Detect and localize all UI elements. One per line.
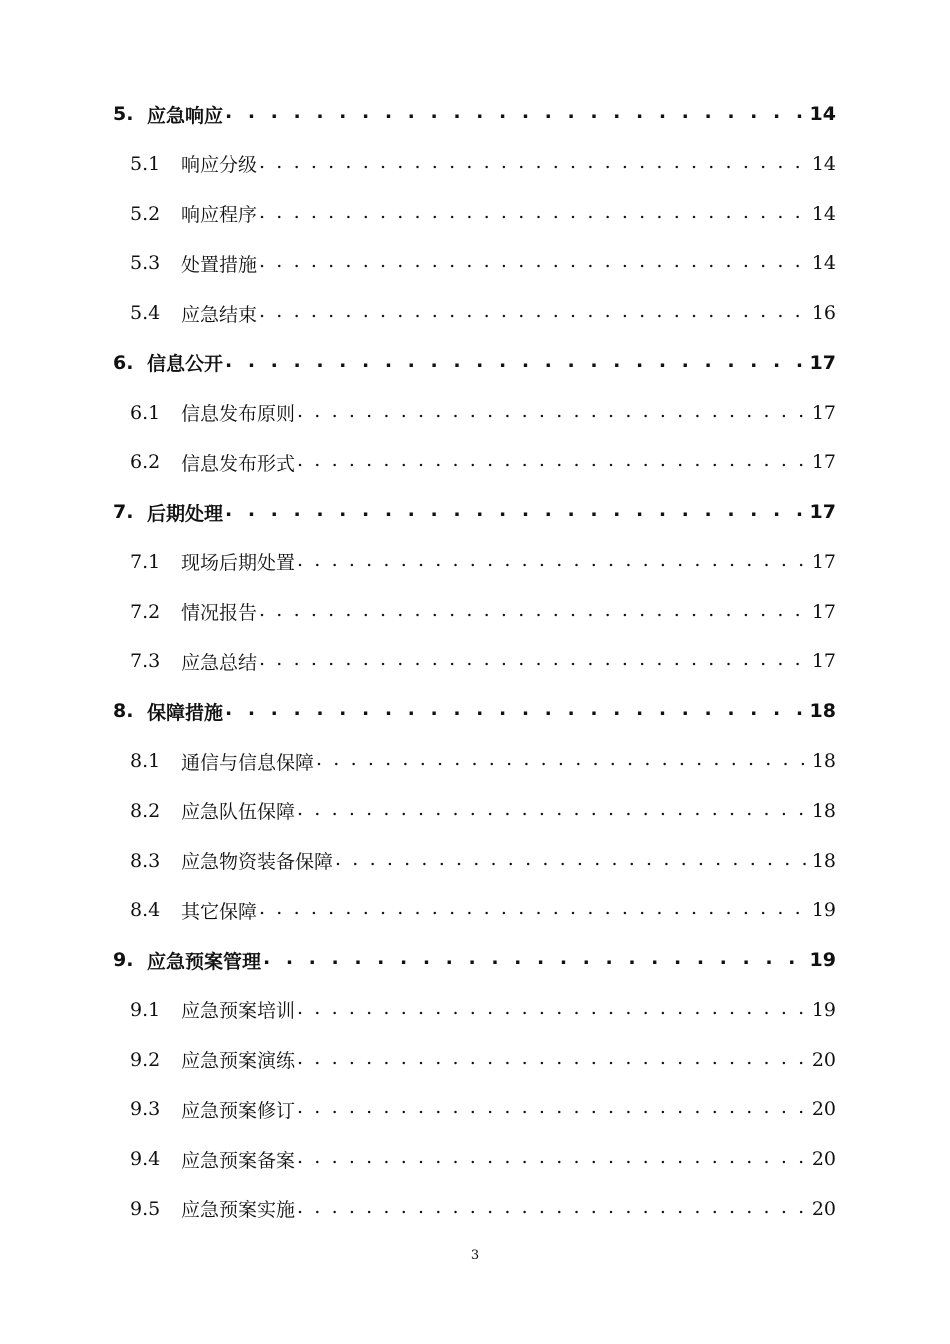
- toc-entry[interactable]: [113, 99, 836, 129]
- toc-entry-page: 14: [811, 152, 836, 175]
- toc-entry[interactable]: [130, 796, 836, 826]
- toc-entry-page: 18: [811, 750, 836, 772]
- page-number: 3: [470, 1248, 480, 1263]
- toc-entry[interactable]: [130, 1144, 836, 1174]
- toc-entry[interactable]: [113, 348, 836, 378]
- toc-entry-title: 应急预案实施: [181, 1199, 296, 1222]
- toc-entry-number: 8.3: [130, 849, 161, 872]
- dot-leader: [259, 149, 810, 179]
- dot-leader: [225, 348, 808, 378]
- toc-entry-number: 9.3: [130, 1098, 161, 1121]
- toc-entry-number: 7.3: [130, 650, 161, 673]
- toc-entry-number: 8.4: [130, 899, 161, 922]
- toc-entry-number: 9.4: [130, 1148, 161, 1171]
- toc-entry[interactable]: [130, 547, 836, 577]
- dot-leader: [297, 398, 810, 428]
- toc-entry-number: 9.: [113, 949, 134, 972]
- toc-entry[interactable]: [113, 696, 836, 726]
- dot-leader: [297, 547, 810, 577]
- toc-entry-title: 应急预案管理: [147, 950, 262, 973]
- toc-entry-number: 5.2: [130, 202, 161, 225]
- toc-entry-page: 17: [809, 501, 836, 524]
- toc-entry-page: 18: [811, 849, 836, 872]
- toc-entry-number: 9.1: [130, 998, 161, 1021]
- toc-entry-page: 19: [811, 998, 836, 1021]
- toc-entry-title: 信息公开: [147, 353, 224, 376]
- toc-entry[interactable]: [113, 945, 836, 975]
- dot-leader: [263, 945, 808, 975]
- toc-entry[interactable]: [130, 447, 836, 477]
- toc-entry-title: 应急预案备案: [181, 1149, 296, 1172]
- dot-leader: [259, 895, 810, 925]
- dot-leader: [259, 597, 810, 627]
- toc-entry-number: 5.4: [130, 302, 161, 325]
- toc-entry-title: 后期处理: [147, 502, 224, 525]
- toc-entry[interactable]: [130, 746, 836, 776]
- toc-entry-page: 20: [811, 1098, 836, 1121]
- toc-entry-title: 信息发布形式: [181, 452, 296, 475]
- toc-entry-title: 应急总结: [181, 651, 258, 674]
- toc-entry-page: 17: [809, 351, 836, 374]
- toc-entry-number: 8.1: [130, 750, 161, 772]
- toc-entry-page: 19: [809, 949, 836, 972]
- toc-entry-title: 其它保障: [181, 900, 258, 923]
- toc-entry[interactable]: [130, 995, 836, 1025]
- toc-entry-page: 17: [811, 401, 836, 424]
- toc-entry-number: 7.: [113, 501, 134, 524]
- toc-entry-title: 应急队伍保障: [181, 801, 296, 824]
- toc-entry[interactable]: [130, 248, 836, 278]
- toc-entry-title: 响应分级: [181, 154, 258, 177]
- toc-entry[interactable]: [130, 646, 836, 676]
- toc-entry-title: 应急预案修订: [181, 1099, 296, 1122]
- toc-entry-page: 17: [811, 550, 836, 573]
- toc-entry-number: 7.2: [130, 600, 161, 623]
- dot-leader: [225, 497, 808, 527]
- toc-entry[interactable]: [130, 199, 836, 229]
- toc-entry-number: 5.3: [130, 252, 161, 275]
- dot-leader: [297, 447, 810, 477]
- dot-leader: [259, 298, 810, 328]
- toc-entry[interactable]: [130, 149, 836, 179]
- dot-leader: [225, 99, 808, 129]
- toc-entry-number: 6.1: [130, 401, 161, 424]
- toc-entry[interactable]: [130, 895, 836, 925]
- toc-entry-number: 6.: [113, 351, 134, 374]
- toc-entry-number: 8.: [113, 700, 134, 723]
- toc-entry-title: 情况报告: [181, 602, 258, 625]
- toc-entry-page: 20: [811, 1048, 836, 1071]
- dot-leader: [297, 1045, 810, 1075]
- dot-leader: [297, 796, 810, 826]
- toc-entry-page: 14: [811, 252, 836, 275]
- toc-entry-page: 14: [809, 103, 836, 125]
- dot-leader: [297, 1144, 810, 1174]
- toc-entry[interactable]: [130, 597, 836, 627]
- toc-entry[interactable]: [130, 298, 836, 328]
- toc-entry-page: 20: [811, 1148, 836, 1171]
- dot-leader: [335, 846, 810, 876]
- toc-entry-number: 9.2: [130, 1048, 161, 1071]
- dot-leader: [259, 199, 810, 229]
- toc-entry-number: 8.2: [130, 799, 161, 822]
- dot-leader: [297, 1194, 810, 1224]
- toc-entry[interactable]: [130, 846, 836, 876]
- toc-entry-title: 应急预案培训: [181, 1000, 296, 1023]
- toc-entry-title: 处置措施: [181, 253, 258, 276]
- toc-entry-page: 17: [811, 451, 836, 474]
- toc-entry-title: 应急物资装备保障: [181, 851, 334, 874]
- toc-entry-number: 7.1: [130, 550, 161, 573]
- toc-entry-page: 17: [811, 600, 836, 623]
- toc-entry-page: 16: [811, 302, 836, 325]
- toc-entry-page: 18: [811, 799, 836, 822]
- toc-entry-number: 6.2: [130, 451, 161, 474]
- dot-leader: [297, 995, 810, 1025]
- toc-entry-number: 5.: [113, 103, 134, 125]
- toc-entry-page: 18: [809, 700, 836, 723]
- dot-leader: [316, 746, 810, 776]
- toc-entry[interactable]: [130, 398, 836, 428]
- toc-entry[interactable]: [130, 1194, 836, 1224]
- toc-entry-title: 应急结束: [181, 303, 258, 326]
- dot-leader: [297, 1094, 810, 1124]
- toc-entry-title: 通信与信息保障: [181, 751, 315, 774]
- toc-entry[interactable]: [130, 1094, 836, 1124]
- toc-entry-title: 响应程序: [181, 204, 258, 227]
- toc-entry[interactable]: [113, 497, 836, 527]
- toc-entry[interactable]: [130, 1045, 836, 1075]
- toc-entry-page: 14: [811, 202, 836, 225]
- dot-leader: [259, 248, 810, 278]
- dot-leader: [225, 696, 808, 726]
- toc-entry-number: 9.5: [130, 1197, 161, 1220]
- toc-entry-title: 应急响应: [147, 104, 224, 127]
- toc-entry-page: 20: [811, 1197, 836, 1220]
- toc-entry-page: 17: [811, 650, 836, 673]
- toc-entry-title: 保障措施: [147, 701, 224, 724]
- toc-entry-number: 5.1: [130, 152, 161, 175]
- toc-entry-title: 信息发布原则: [181, 403, 296, 426]
- toc-entry-page: 19: [811, 899, 836, 922]
- toc-entry-title: 应急预案演练: [181, 1050, 296, 1073]
- toc-entry-title: 现场后期处置: [181, 552, 296, 575]
- dot-leader: [259, 646, 810, 676]
